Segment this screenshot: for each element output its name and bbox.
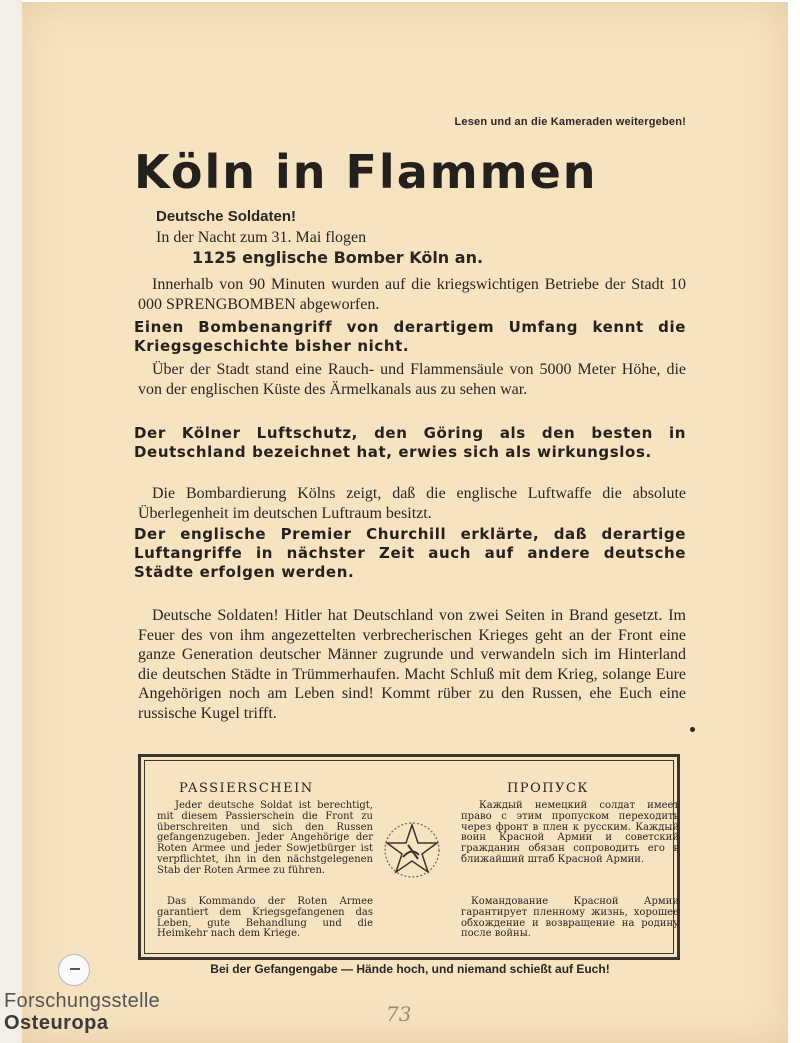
watermark-line-1: Forschungsstelle (4, 990, 160, 1012)
watermark-line-2: Osteuropa (4, 1012, 109, 1034)
pass-text-russian-2: Командование Красной Армии гарантирует пленному жизнь, хорошее обхождение и возвращение на родину после войны. (461, 896, 679, 940)
handwritten-note: 73 (386, 1002, 412, 1026)
safe-conduct-pass (138, 754, 680, 960)
ink-dot (690, 727, 695, 732)
logo-tick-mark (70, 968, 80, 970)
bold-statement-churchill: Der englische Premier Churchill erklärte, daß derartige Luftangriffe in nächster Zeit auch auf andere deutsche Städte erfolgen werden. (134, 525, 686, 581)
pass-text-russian-1: Каждый немецкий солдат имеет право с этим пропуском переходить через фронт в плен к русским. Каждый воин Красной Армии и советский гражданин обязан сопроводить его в ближайший штаб Красной Армии. (461, 800, 679, 865)
paragraph-air-superiority: Die Bombardierung Kölns zeigt, daß die englische Luftwaffe die absolute Überlegenheit im deutschen Luftraum besitzt. (138, 485, 686, 522)
greeting: Deutsche Soldaten! (156, 208, 297, 225)
archive-logo-icon (58, 954, 90, 986)
pass-title-russian: ПРОПУСК (507, 781, 589, 796)
paragraph-raid-details: Innerhalb von 90 Minuten wurden auf die kriegswichtigen Betriebe der Stadt 10 000 SPRENGBOMBEN abgeworfen. (138, 276, 686, 313)
scan-background (0, 0, 22, 1043)
bomber-line: 1125 englische Bomber Köln an. (192, 248, 484, 267)
tagline: Lesen und an die Kameraden weitergeben! (454, 116, 686, 128)
pass-text-german-1: Jeder deutsche Soldat ist berechtigt, mit diesem Passierschein die Front zu überschreiten und sich den Russen gefangenzugeben. Jeder Angehörige der Roten Armee und jeder Sowjetbürger ist verpflichtet, ihn in den nächstgelegenen Stab der Roten Armee zu führen. (157, 800, 373, 876)
paragraph-appeal: Deutsche Soldaten! Hitler hat Deutschland von zwei Seiten in Brand gesetzt. Im Feuer des von ihm angezettelten verbrecherischen Krieges geht an der Front eine ganze Generation deutscher Männer zugrunde und verwandeln sich im Hinterland die deutschen Städte in Trümmerhaufen. Macht Schluß mit dem Krieg, solange Eure Angehörigen noch am Leben sind! Kommt rüber zu den Russen, ehe Euch eine russische Kugel trifft. (138, 607, 686, 722)
pass-inner-border (144, 760, 679, 954)
surrender-instruction: Bei der Gefangengabe — Hände hoch, und niemand schießt auf Euch! (210, 962, 610, 976)
bold-statement-scale: Einen Bombenangriff von derartigem Umfang kennt die Kriegsgeschichte bisher nicht. (134, 318, 686, 355)
paragraph-smoke-column: Über der Stadt stand eine Rauch- und Flammensäule von 5000 Meter Höhe, die von der englischen Küste des Ärmelkanals aus zu sehen war. (138, 361, 686, 398)
red-star-emblem-icon (381, 819, 443, 881)
pass-title-german: PASSIERSCHEIN (179, 781, 314, 796)
bold-statement-air-defense: Der Kölner Luftschutz, den Göring als den besten in Deutschland bezeichnet hat, erwies sich als wirkungslos. (134, 424, 686, 461)
pass-text-german-2: Das Kommando der Roten Armee garantiert dem Kriegsgefangenen das Leben, gute Behandlung und die Heimkehr nach dem Kriege. (157, 896, 373, 940)
intro-line: In der Nacht zum 31. Mai flogen (156, 229, 367, 246)
headline: Köln in Flammen (134, 145, 598, 199)
